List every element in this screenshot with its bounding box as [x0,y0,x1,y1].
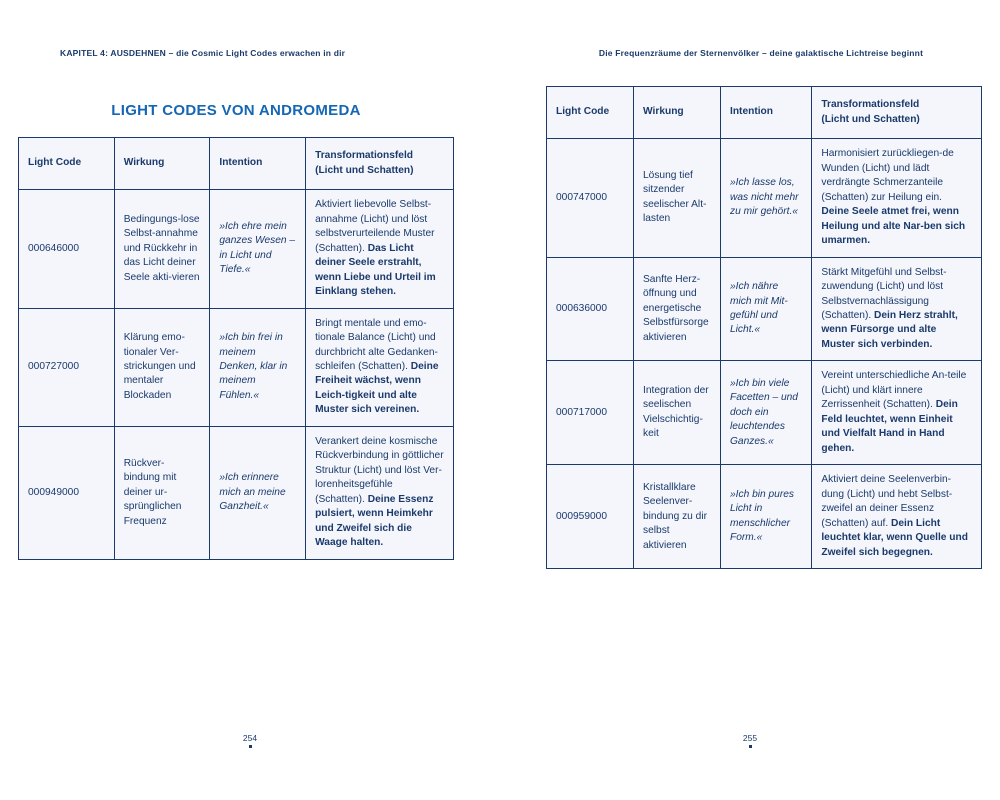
transform-bold-text: Dein Feld leuchtet, wenn Einheit und Vielfalt Hand in Hand gehen. [821,399,958,454]
cell-intention: »Ich lasse los, was nicht mehr zu mir gehört.« [721,139,812,257]
cell-light-code: 000646000 [19,190,115,308]
column-header-transformationsfeld-line2: (Licht und Schatten) [315,164,414,176]
transform-normal-text: Aktiviert liebevolle Selbst-annahme (Licht) und löst selbstverurteilende Muster (Schatten). [315,199,435,254]
cell-transformationsfeld [812,139,982,257]
column-header-light-code: Light Code [19,138,115,190]
column-header-wirkung: Wirkung [114,138,210,190]
folio-left [0,733,500,748]
folio-dot-icon [249,745,252,748]
transform-bold-text: Dein Herz strahlt, wenn Fürsorge und alte Muster sich verbinden. [821,310,958,350]
column-header-transformationsfeld-line2: (Licht und Schatten) [821,113,920,125]
table-row [19,426,454,559]
transform-normal-text: Harmonisiert zurückliegen-de Wunden (Licht) und lädt verdrängte Schmerzanteile (Schatten) zur Heilung ein. [821,148,954,203]
cell-intention: »Ich bin frei in meinem Denken, klar in meinem Fühlen.« [210,308,306,426]
table-row [547,361,982,465]
table-header-row [19,138,454,190]
column-header-transformationsfeld-line1: Transformationsfeld [821,99,920,111]
cell-wirkung: Kristallklare Seelenver-bindung zu dir selbst aktivieren [634,465,721,569]
cell-light-code: 000636000 [547,257,634,361]
cell-wirkung: Lösung tief sitzender seelischer Alt-lasten [634,139,721,257]
transform-normal-text: Aktiviert deine Seelenverbin-dung (Licht) und hebt Selbst-zweifel an deiner Essenz (Schatten) auf. [821,474,953,529]
cell-intention: »Ich ehre mein ganzes Wesen – in Licht und Tiefe.« [210,190,306,308]
transform-bold-text: Das Licht deiner Seele erstrahlt, wenn Liebe und Urteil im Einklang stehen. [315,242,436,298]
cell-transformationsfeld [812,361,982,465]
transform-normal-text: Bringt mentale und emo-tionale Balance (Licht) und durchbricht alte Gedanken-schleifen (Schatten). [315,317,438,372]
cell-wirkung: Bedingungs-lose Selbst-annahme und Rückkehr in das Licht deiner Seele akti-vieren [114,190,210,308]
column-header-intention: Intention [210,138,306,190]
cell-light-code: 000727000 [19,308,115,426]
column-header-intention: Intention [721,87,812,139]
table-row [547,257,982,361]
cell-intention: »Ich bin pures Licht in menschlicher Form.« [721,465,812,569]
page-title: LIGHT CODES VON ANDROMEDA [111,102,361,120]
cell-wirkung: Sanfte Herz-öffnung und energetische Selbstfürsorge aktivieren [634,257,721,361]
table-row [19,308,454,426]
running-head-left: KAPITEL 4: AUSDEHNEN – die Cosmic Light Codes erwachen in dir [60,48,346,58]
right-page [500,0,1000,800]
table-header-row [547,87,982,139]
cell-light-code: 000747000 [547,139,634,257]
cell-wirkung: Rückver-bindung mit deiner ur-sprünglichen Frequenz [114,426,210,559]
column-header-wirkung: Wirkung [634,87,721,139]
transform-normal-text: Vereint unterschiedliche An-teile (Licht) und klärt innere Zerrissenheit (Schatten). [821,370,967,411]
folio-dot-icon [749,745,752,748]
light-codes-table-right [546,86,982,569]
transform-bold-text: Deine Freiheit wächst, wenn Leich-tigkeit und alte Muster sich vereinen. [315,361,439,416]
column-header-transformationsfeld [812,87,982,139]
page-number: 255 [742,733,758,743]
column-header-transformationsfeld-line1: Transformationsfeld [315,150,413,162]
light-codes-table-left [18,137,454,560]
cell-light-code: 000959000 [547,465,634,569]
table-row [547,465,982,569]
cell-wirkung: Integration der seelischen Vielschichtig-keit [634,361,721,465]
cell-light-code: 000717000 [547,361,634,465]
cell-transformationsfeld [812,257,982,361]
transform-bold-text: Deine Essenz pulsiert, wenn Heimkehr und Zweifel sich die Waage halten. [315,493,434,549]
transform-bold-text: Dein Licht leuchtet klar, wenn Quelle und Zweifel sich begegnen. [821,517,968,558]
cell-wirkung: Klärung emo-tionaler Ver-strickungen und mentaler Blockaden [114,308,210,426]
cell-transformationsfeld [306,190,454,308]
column-header-transformationsfeld [306,138,454,190]
cell-intention: »Ich nähre mich mit Mit-gefühl und Licht.« [721,257,812,361]
table-row [19,190,454,308]
running-head-right: Die Frequenzräume der Sternenvölker – deine galaktische Lichtreise beginnt [598,48,924,58]
cell-intention: »Ich erinnere mich an meine Ganzheit.« [210,426,306,559]
cell-intention: »Ich bin viele Facetten – und doch ein leuchtendes Ganzes.« [721,361,812,465]
page-number: 254 [242,733,258,743]
folio-right [500,733,1000,748]
transform-normal-text: Stärkt Mitgefühl und Selbst-zuwendung (Licht) und löst Selbstvernachlässigung (Schatten). [821,266,947,321]
cell-transformationsfeld [306,426,454,559]
cell-transformationsfeld [812,465,982,569]
table-row [547,139,982,257]
transform-normal-text: Verankert deine kosmische Rückverbindung in göttlicher Struktur (Licht) und löst Ver-lorenheitsgefühle (Schatten). [315,435,444,505]
cell-light-code: 000949000 [19,426,115,559]
column-header-light-code: Light Code [547,87,634,139]
transform-bold-text: Deine Seele atmet frei, wenn Heilung und alte Nar-ben sich umarmen. [821,206,966,247]
cell-transformationsfeld [306,308,454,426]
